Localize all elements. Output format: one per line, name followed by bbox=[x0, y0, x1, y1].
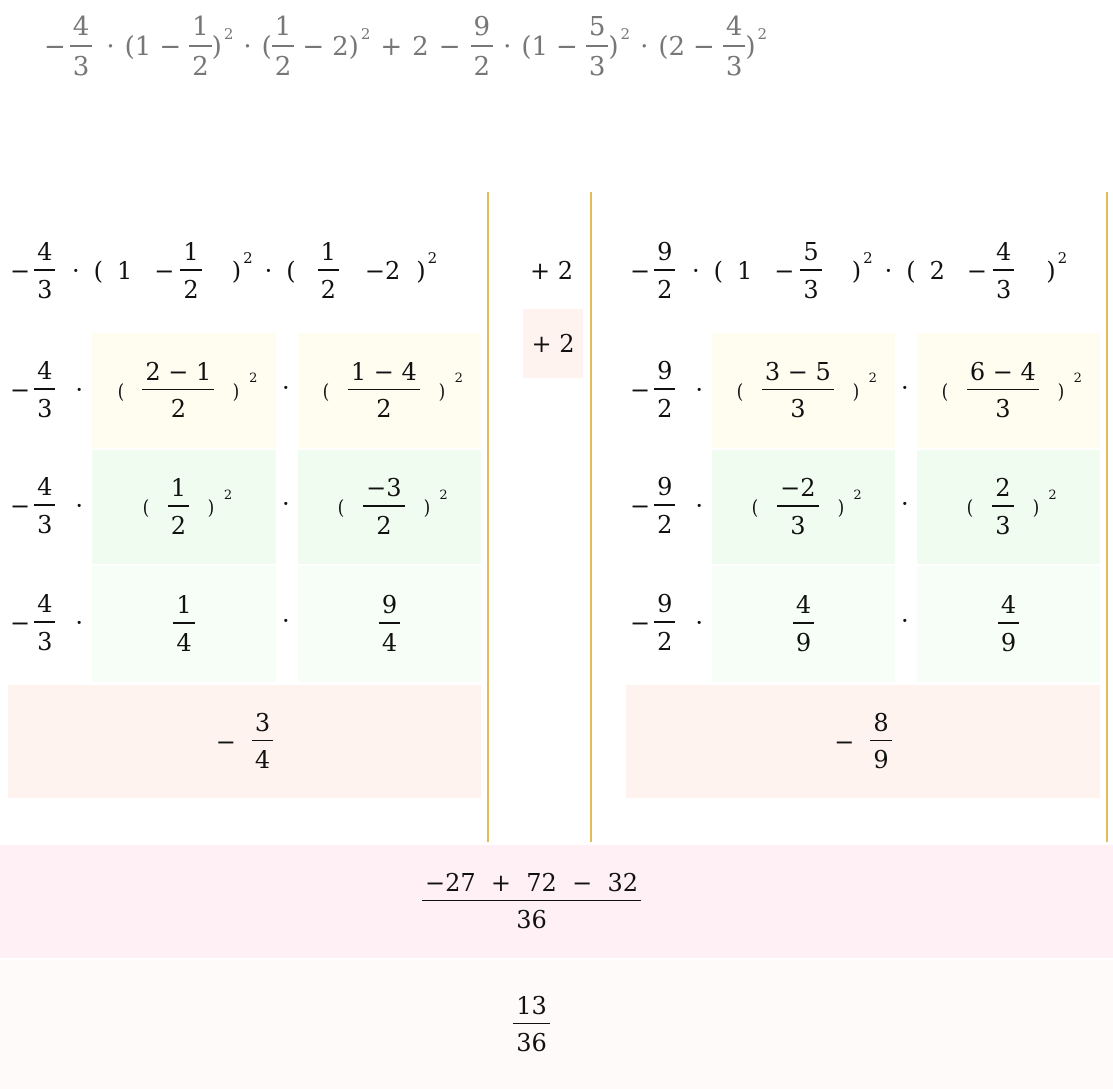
left-coef-row3: − $\frac{4}{3}$ · bbox=[10, 473, 84, 539]
fraction: $\frac{3}{4}$ bbox=[252, 711, 273, 773]
fraction: $\frac{9}{2}$ bbox=[654, 475, 675, 537]
right-row4-factor2 bbox=[917, 566, 1100, 682]
fraction: $\frac{9}{2}$ bbox=[471, 14, 494, 80]
right-coef-row2: − $\frac{9}{2}$ · bbox=[630, 357, 704, 423]
fraction: $\frac{4}{3}$ bbox=[723, 14, 746, 80]
divider-left bbox=[487, 192, 489, 842]
right-result: − $\frac{8}{9}$ bbox=[626, 685, 1100, 798]
right-row2-factor1: ( $\frac{3 - 5}{3}$ ) 2 bbox=[736, 357, 877, 424]
fraction: $\frac{1}{2}$ bbox=[180, 240, 201, 302]
fraction: $\frac{4}{9}$ bbox=[998, 593, 1019, 655]
fraction: $\frac{1}{2}$ bbox=[272, 14, 295, 80]
right-row1-expression: · ( 1 − $\frac{5}{3}$ ) 2 · ( 2 − $\frac{4}{3}$ ) 2 bbox=[692, 238, 1068, 304]
fraction: $\frac{4}{3}$ bbox=[34, 240, 55, 302]
fraction: $\frac{2 - 1}{2}$ bbox=[142, 360, 214, 422]
fraction: $\frac{8}{9}$ bbox=[870, 711, 891, 773]
fraction: $\frac{1}{4}$ bbox=[173, 593, 194, 655]
left-row2-factor1: ( $\frac{2 - 1}{2}$ ) 2 bbox=[117, 357, 258, 424]
fraction: $\frac{4}{9}$ bbox=[793, 593, 814, 655]
combined-fraction bbox=[0, 845, 1063, 958]
middle-plus-two-boxed: + 2 bbox=[531, 329, 575, 358]
left-row1-expression: · ( 1 − $\frac{1}{2}$ ) 2 · ( $\frac{1}{2}$ −2 ) 2 bbox=[72, 238, 438, 304]
right-coef-row1: − $\frac{9}{2}$ bbox=[630, 232, 675, 310]
fraction: $\frac{9}{2}$ bbox=[654, 240, 675, 302]
fraction: $\frac{-27 + 72 - 32}{36}$ bbox=[422, 871, 641, 933]
right-coef-row3: − $\frac{9}{2}$ · bbox=[630, 473, 704, 539]
fraction: $\frac{-3}{2}$ bbox=[363, 476, 404, 538]
left-row3-factor2: ( $\frac{-3}{2}$ ) 2 bbox=[337, 474, 448, 540]
fraction: $\frac{5}{3}$ bbox=[586, 14, 609, 80]
divider-middle bbox=[590, 192, 592, 842]
right-row4-factor1 bbox=[712, 566, 895, 682]
divider-right bbox=[1106, 192, 1108, 842]
fraction: $\frac{4}{3}$ bbox=[70, 14, 93, 80]
right-row2-factor2: ( $\frac{6 - 4}{3}$ ) 2 bbox=[941, 357, 1082, 424]
right-row3-factor1: ( $\frac{-2}{3}$ ) 2 bbox=[751, 474, 862, 540]
minus-sign: − bbox=[44, 32, 66, 62]
left-row3-factor1: ( $\frac{1}{2}$ ) 2 bbox=[142, 474, 233, 540]
left-coef-row2: − $\frac{4}{3}$ · bbox=[10, 357, 84, 423]
fraction: $\frac{3 - 5}{3}$ bbox=[762, 360, 834, 422]
fraction: $\frac{9}{2}$ bbox=[654, 592, 675, 654]
fraction: $\frac{-2}{3}$ bbox=[777, 476, 818, 538]
left-row2-dot: · bbox=[282, 374, 290, 402]
right-row2-dot: · bbox=[901, 374, 909, 402]
fraction: $\frac{13}{36}$ bbox=[513, 994, 550, 1056]
fraction: $\frac{1}{2}$ bbox=[318, 240, 339, 302]
fraction: $\frac{1 - 4}{2}$ bbox=[348, 360, 420, 422]
fraction: $\frac{4}{3}$ bbox=[993, 240, 1014, 302]
right-coef-row4: − $\frac{9}{2}$ · bbox=[630, 590, 704, 656]
left-row4-factor2 bbox=[298, 566, 481, 682]
right-row3-factor2: ( $\frac{2}{3}$ ) 2 bbox=[966, 474, 1057, 540]
fraction: $\frac{1}{2}$ bbox=[189, 14, 212, 80]
header-expression: − $\frac{4}{3}$ · ( 1 − $\frac{1}{2}$ ) 2 · ( $\frac{1}{2}$ − 2 ) 2 + 2 − $\frac{9}{2}$ · ( 1 − $\frac{5}{3}$ ) 2 · ( 2 − $\frac{4}{3}$ ) 2 bbox=[44, 12, 768, 82]
fraction: $\frac{2}{3}$ bbox=[992, 476, 1013, 538]
left-row3-dot: · bbox=[282, 490, 290, 518]
fraction: $\frac{5}{3}$ bbox=[800, 240, 821, 302]
left-coef-row1: − $\frac{4}{3}$ bbox=[10, 232, 55, 310]
fraction: $\frac{9}{2}$ bbox=[654, 359, 675, 421]
left-row4-dot: · bbox=[282, 607, 290, 635]
left-result: − $\frac{3}{4}$ bbox=[8, 685, 481, 798]
left-row4-factor1 bbox=[92, 566, 276, 682]
fraction: $\frac{6 - 4}{3}$ bbox=[967, 360, 1039, 422]
right-row3-dot: · bbox=[901, 490, 909, 518]
fraction: $\frac{4}{3}$ bbox=[34, 475, 55, 537]
fraction: $\frac{9}{4}$ bbox=[379, 593, 400, 655]
fraction: $\frac{1}{2}$ bbox=[168, 476, 189, 538]
fraction: $\frac{4}{3}$ bbox=[34, 359, 55, 421]
final-fraction bbox=[0, 960, 1063, 1089]
right-row4-dot: · bbox=[901, 607, 909, 635]
middle-plus-two: + 2 bbox=[530, 257, 574, 285]
left-coef-row4: − $\frac{4}{3}$ · bbox=[10, 590, 84, 656]
left-row2-factor2: ( $\frac{1 - 4}{2}$ ) 2 bbox=[322, 357, 463, 424]
fraction: $\frac{4}{3}$ bbox=[34, 592, 55, 654]
